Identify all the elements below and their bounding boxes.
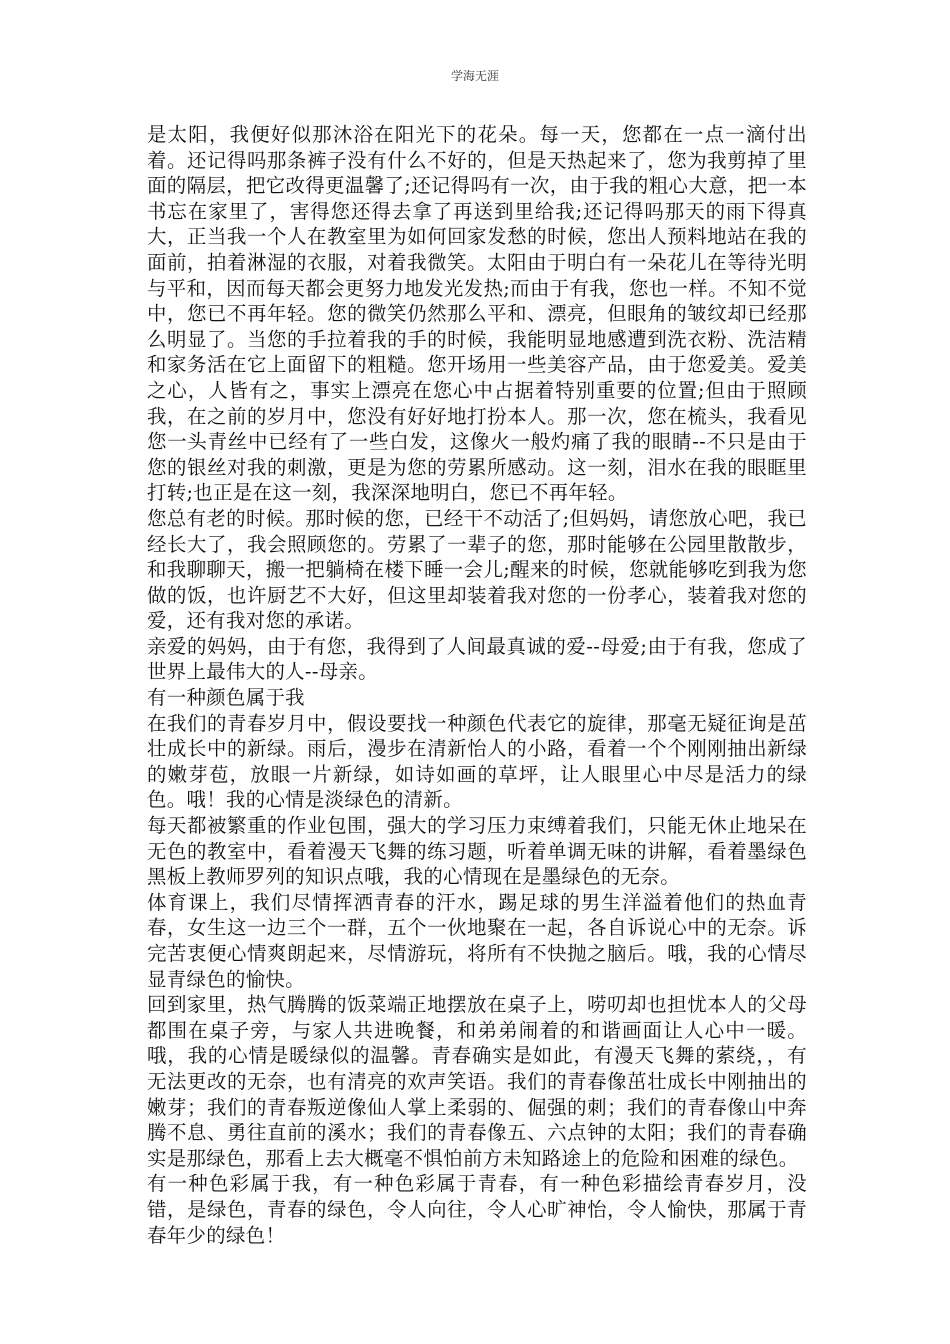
document-body bbox=[147, 122, 807, 1248]
paragraph: 体育课上，我们尽情挥洒青春的汗水，踢足球的男生洋溢着他们的热血青春，女生这一边三个一群，五个一伙地聚在一起，各自诉说心中的无奈。诉完苦衷便心情爽朗起来，尽情游玩，将所有不快抛之脑后。哦，我的心情尽显青绿色的愉快。 bbox=[147, 890, 807, 991]
paragraph: 有一种色彩属于我，有一种色彩属于青春，有一种色彩描绘青春岁月，没错，是绿色，青春的绿色，令人向往，令人心旷神怡，令人愉快，那属于青春年少的绿色！ bbox=[147, 1172, 807, 1247]
paragraph: 您总有老的时候。那时候的您，已经干不动活了;但妈妈，请您放心吧，我已经长大了，我会照顾您的。劳累了一辈子的您，那时能够在公园里散散步，和我聊聊天，搬一把躺椅在楼下睡一会儿;醒来的时候，您就能够吃到我为您做的饭，也许厨艺不大好，但这里却装着我对您的一份孝心，装着我对您的爱，还有我对您的承诺。 bbox=[147, 506, 807, 633]
paragraph: 亲爱的妈妈，由于有您，我得到了人间最真诚的爱--母爱;由于有我，您成了世界上最伟大的人--母亲。 bbox=[147, 634, 807, 684]
paragraph: 在我们的青春岁月中，假设要找一种颜色代表它的旋律，那毫无疑征询是茁壮成长中的新绿。雨后，漫步在清新怡人的小路，看着一个个刚刚抽出新绿的嫩芽苞，放眼一片新绿，如诗如画的草坪，让人眼里心中尽是活力的绿色。哦！我的心情是淡绿色的清新。 bbox=[147, 711, 807, 812]
page-header: 学海无涯 bbox=[450, 69, 499, 83]
section-title: 有一种颜色属于我 bbox=[147, 686, 305, 710]
paragraph: 每天都被繁重的作业包围，强大的学习压力束缚着我们，只能无休止地呆在无色的教室中，看着漫天飞舞的练习题，听着单调无味的讲解，看着墨绿色黑板上教师罗列的知识点哦，我的心情现在是墨绿色的无奈。 bbox=[147, 814, 807, 889]
paragraph: 回到家里，热气腾腾的饭菜端正地摆放在桌子上，唠叨却也担忧本人的父母都围在桌子旁，与家人共进晚餐，和弟弟闹着的和谐画面让人心中一暖。哦，我的心情是暖绿似的温馨。青春确实是如此，有漫天飞舞的萦绕，，有无法更改的无奈，也有清亮的欢声笑语。我们的青春像茁壮成长中刚抽出的嫩芽；我们的青春叛逆像仙人掌上柔弱的、倔强的刺；我们的青春像山中奔腾不息、勇往直前的溪水；我们的青春像五、六点钟的太阳；我们的青春确实是那绿色，那看上去大概毫不惧怕前方未知路途上的危险和困难的绿色。 bbox=[147, 993, 807, 1170]
paragraph: 是太阳，我便好似那沐浴在阳光下的花朵。每一天，您都在一点一滴付出着。还记得吗那条裤子没有什么不好的，但是天热起来了，您为我剪掉了里面的隔层，把它改得更温馨了;还记得吗有一次，由于我的粗心大意，把一本书忘在家里了，害得您还得去拿了再送到里给我;还记得吗那天的雨下得真大，正当我一个人在教室里为如何回家发愁的时候，您出人预料地站在我的面前，拍着淋湿的衣服，对着我微笑。太阳由于明白有一朵花儿在等待光明与平和，因而每天都会更努力地发光发热;而由于有我，您也一样。不知不觉中，您已不再年轻。您的微笑仍然那么平和、漂亮，但眼角的皱纹却已经那么明显了。当您的手拉着我的手的时候，我能明显地感遭到洗衣粉、洗洁精和家务活在它上面留下的粗糙。您开场用一些美容产品，由于您爱美。爱美之心，人皆有之，事实上漂亮在您心中占据着特别重要的位置;但由于照顾我，在之前的岁月中，您没有好好地打扮本人。那一次，您在梳头，我看见您一头青丝中已经有了一些白发，这像火一般灼痛了我的眼睛--不只是由于您的银丝对我的刺激，更是为您的劳累所感动。这一刻，泪水在我的眼眶里打转;也正是在这一刻，我深深地明白，您已不再年轻。 bbox=[147, 123, 807, 505]
